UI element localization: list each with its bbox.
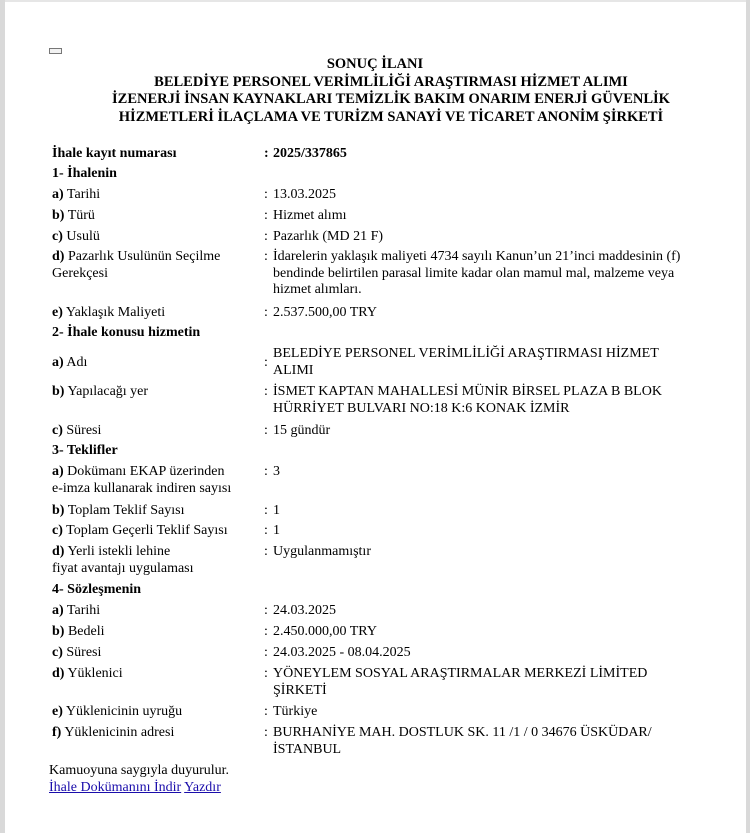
print-link[interactable]: Yazdır [184, 780, 221, 795]
yuklenici-adresi-value: BURHANİYE MAH. DOSTLUK SK. 11 /1 / 0 34676 ÜSKÜDAR/ İSTANBUL [273, 725, 652, 757]
page-top-edge [0, 0, 750, 2]
pazarlik-gerekce-value: İdarelerin yaklaşık maliyeti 4734 sayılı Kanun’un 21’inci maddesinin (f) bendinde belirtilen parasal limite kadar olan mamul mal, malzeme veya hizmet alımları. [273, 249, 681, 297]
section-4-title: 4- Sözleşmenin [52, 582, 142, 597]
header-subject: BELEDİYE PERSONEL VERİMLİLİĞİ ARAŞTIRMASI HİZMET ALIMI [154, 73, 628, 90]
footer-links [49, 780, 221, 797]
yapilacagi-yer-value: İSMET KAPTAN MAHALLESİ MÜNİR BİRSEL PLAZA B BLOK HÜRRİYET BULVARI NO:18 K:6 KONAK İZMİR [273, 384, 662, 416]
kayit-label: İhale kayıt numarası [52, 146, 177, 161]
ihale-tarihi-value: 13.03.2025 [273, 187, 336, 202]
download-document-link[interactable]: İhale Dokümanını İndir [49, 780, 182, 795]
section-1-title: 1- İhalenin [52, 166, 117, 181]
yuklenici-uyrugu-value: Türkiye [273, 704, 318, 719]
yaklasik-maliyet-value: 2.537.500,00 TRY [273, 305, 377, 320]
hizmet-suresi-value: 15 gündür [273, 423, 331, 438]
sozlesme-suresi-value: 24.03.2025 - 08.04.2025 [273, 645, 411, 660]
fiyat-avantaji-value: Uygulanmamıştır [273, 544, 371, 559]
indiren-sayisi-value: 3 [273, 464, 280, 479]
section-2-title: 2- İhale konusu hizmetin [52, 325, 201, 340]
hizmet-adi-value: BELEDİYE PERSONEL VERİMLİLİĞİ ARAŞTIRMASI HİZMET ALIMI [273, 346, 659, 378]
ihale-turu-value: Hizmet alımı [273, 208, 347, 223]
gecerli-teklif-value: 1 [273, 523, 280, 538]
header-company-line2: HİZMETLERİ İLAÇLAMA VE TURİZM SANAYİ VE TİCARET ANONİM ŞİRKETİ [118, 108, 664, 125]
sozlesme-bedeli-value: 2.450.000,00 TRY [273, 624, 377, 639]
announcement-header [0, 56, 750, 126]
closing-text: Kamuoyuna saygıyla duyurulur. [49, 763, 230, 778]
header-title: SONUÇ İLANI [326, 56, 424, 72]
collapse-toggle-icon[interactable] [49, 48, 62, 54]
toplam-teklif-value: 1 [273, 503, 280, 518]
kayit-value: 2025/337865 [273, 146, 347, 161]
header-company-line1: İZENERJİ İNSAN KAYNAKLARI TEMİZLİK BAKIM ONARIM ENERJİ GÜVENLİK [112, 91, 670, 107]
ihale-usulu-value: Pazarlık (MD 21 F) [273, 229, 384, 244]
sozlesme-tarihi-value: 24.03.2025 [273, 603, 336, 618]
yuklenici-value: YÖNEYLEM SOSYAL ARAŞTIRMALAR MERKEZİ LİMİTED ŞİRKETİ [273, 666, 648, 698]
section-3-title: 3- Teklifler [52, 443, 118, 458]
